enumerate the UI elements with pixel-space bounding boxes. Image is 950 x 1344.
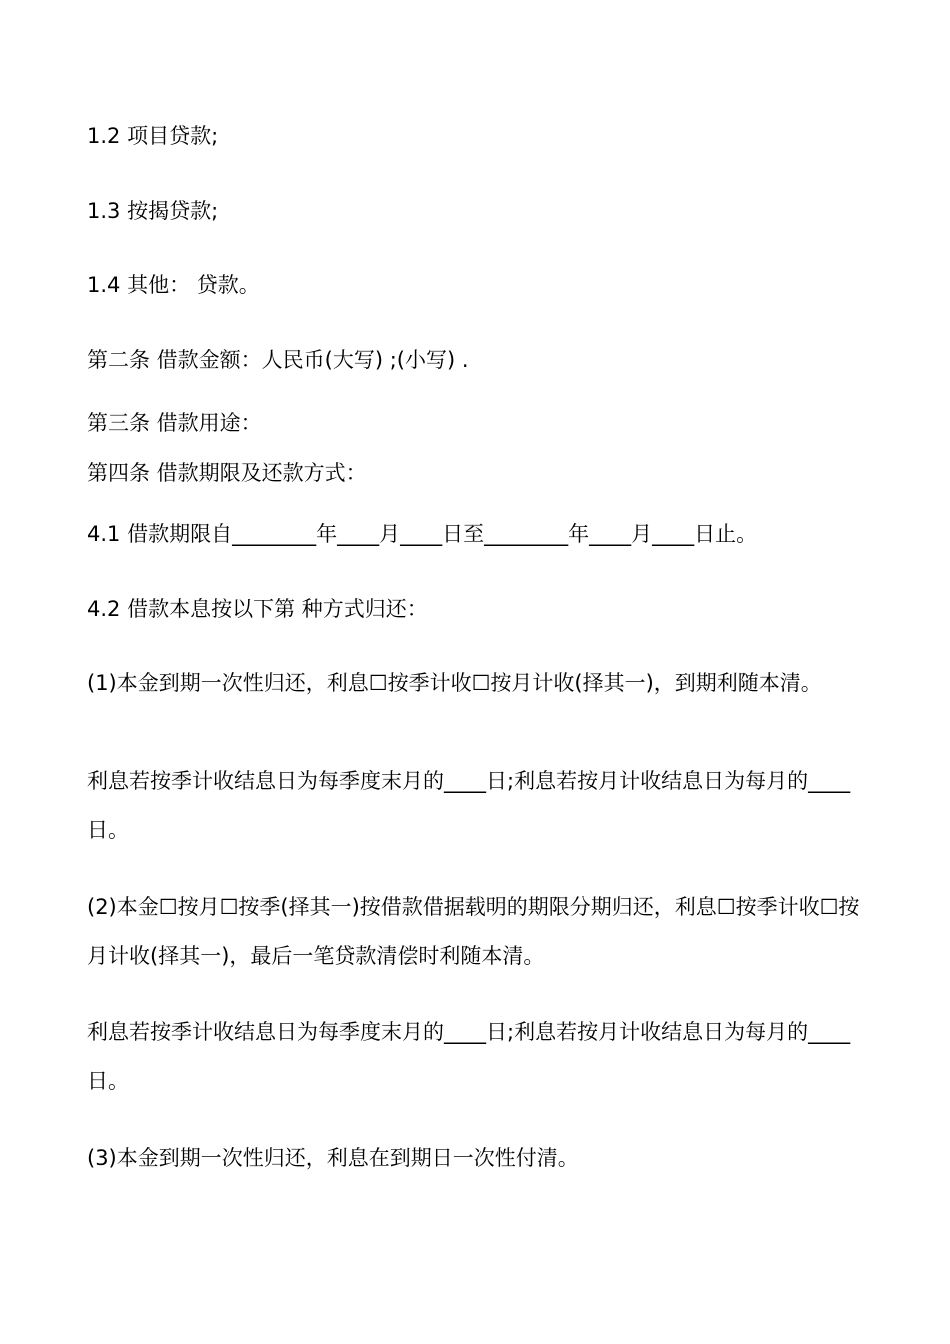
clause-4-1-loan-term: 4.1 借款期限自________年____月____日至________年____月____日止。	[87, 522, 758, 546]
interest-settlement-note-2: 利息若按季计收结息日为每季度末月的____日;利息若按月计收结息日为每月的____日。	[87, 1020, 851, 1093]
clause-1-2: 1.2 项目贷款;	[87, 124, 219, 148]
interest-settlement-note-1: 利息若按季计收结息日为每季度末月的____日;利息若按月计收结息日为每月的____日。	[87, 769, 851, 842]
article-3-loan-purpose: 第三条 借款用途：	[87, 411, 262, 435]
option-2-installment-repayment: (2)本金☐按月☐按季(择其一)按借款借据载明的期限分期归还，利息☐按季计收☐按月计收(择其一)，最后一笔贷款清偿时利随本清。	[87, 895, 860, 968]
article-4-term-and-repayment: 第四条 借款期限及还款方式：	[87, 461, 367, 485]
clause-1-3: 1.3 按揭贷款;	[87, 199, 219, 223]
option-1-bullet-repayment: (1)本金到期一次性归还，利息☐按季计收☐按月计收(择其一)，到期利随本清。	[87, 671, 822, 695]
article-2-loan-amount: 第二条 借款金额：人民币(大写) ;(小写) .	[87, 348, 469, 372]
option-3-bullet-interest: (3)本金到期一次性归还，利息在到期日一次性付清。	[87, 1146, 579, 1170]
clause-4-2-repayment-method: 4.2 借款本息按以下第 种方式归还：	[87, 597, 428, 621]
clause-1-4: 1.4 其他： 贷款。	[87, 273, 260, 297]
